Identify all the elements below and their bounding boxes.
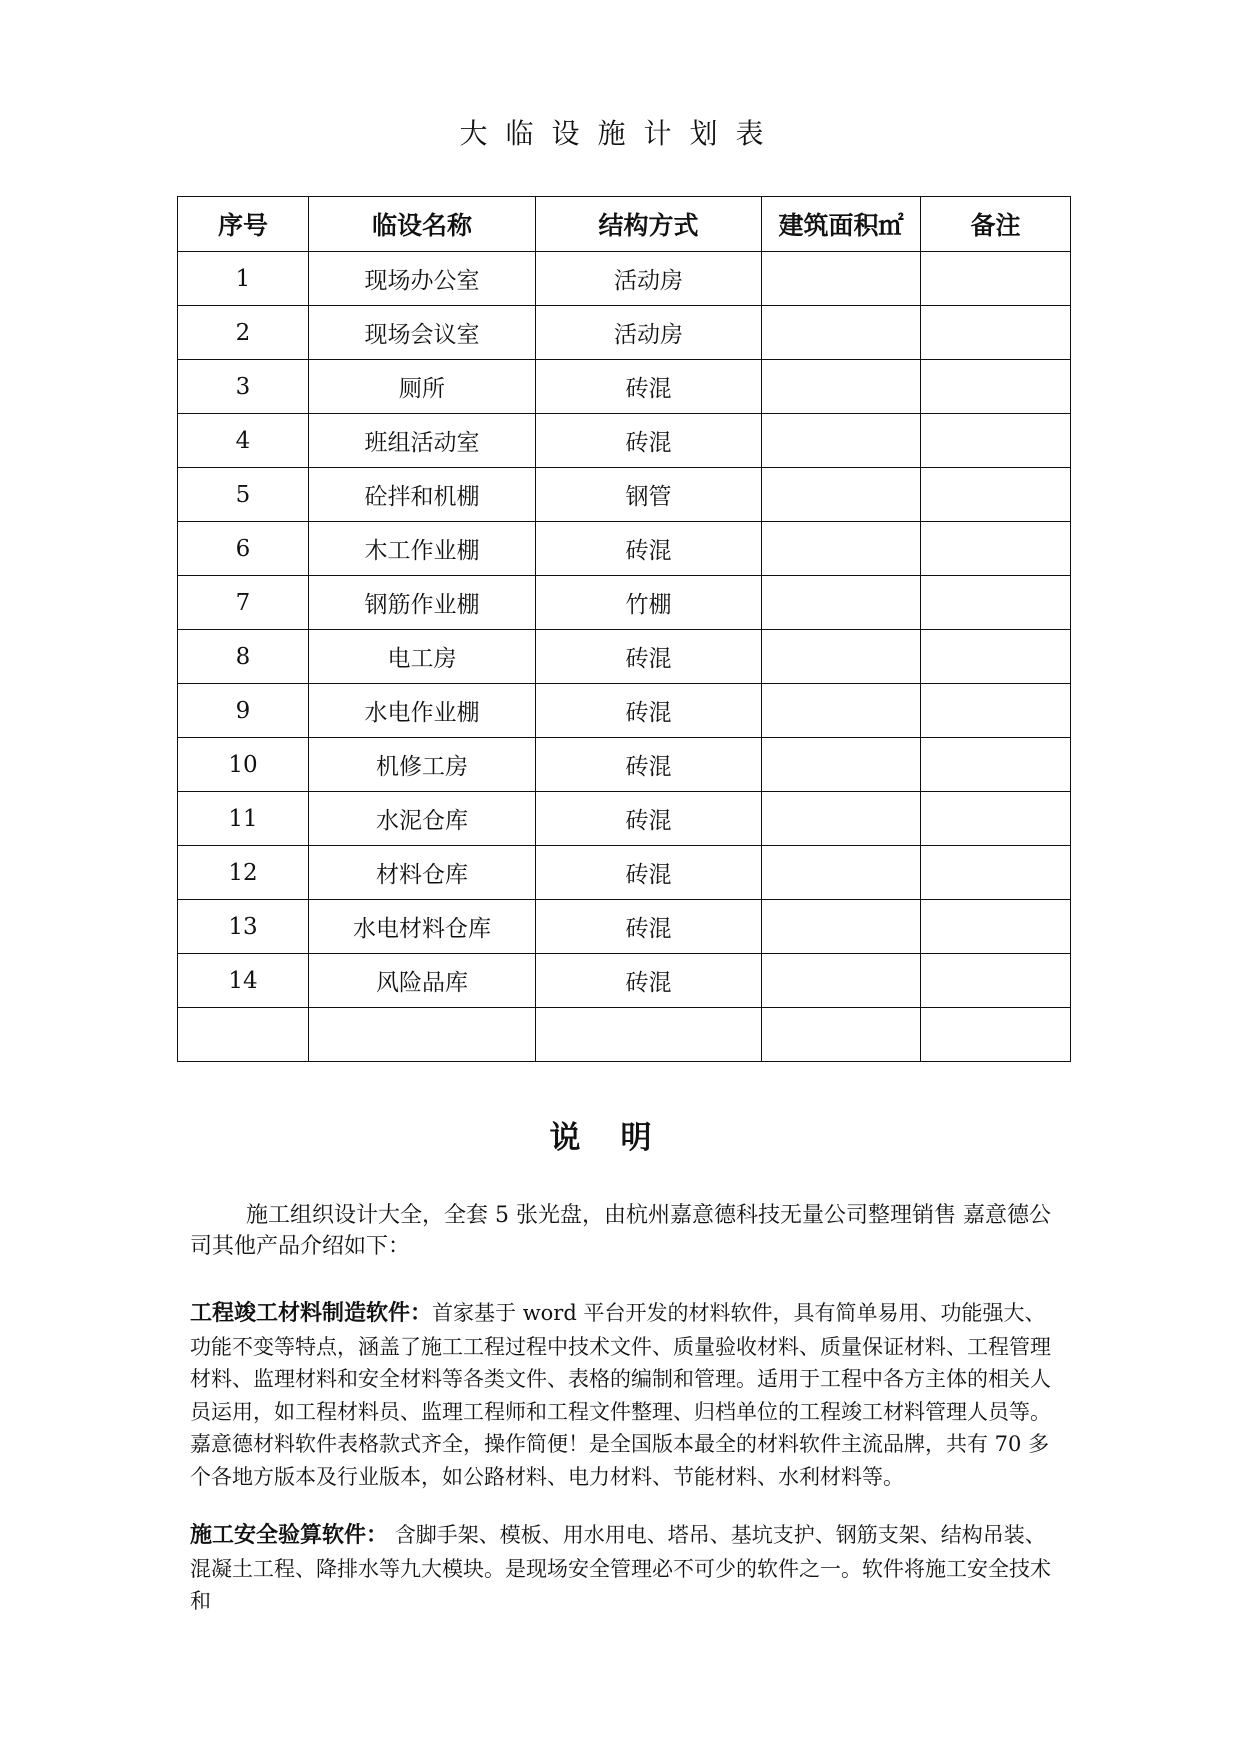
table-cell (762, 846, 921, 900)
table-cell: 现场办公室 (309, 252, 536, 306)
table-cell (921, 252, 1071, 306)
table-cell: 9 (178, 684, 309, 738)
table-cell (921, 468, 1071, 522)
table-header-cell: 备注 (921, 197, 1071, 252)
product-1-text: 首家基于 word 平台开发的材料软件，具有简单易用、功能强大、功能不变等特点，涵盖了施工工程过程中技术文件、质量验收材料、质量保证材料、工程管理材料、监理材料和安全材料等各类文件、表格的编制和管理。适用于工程中各方主体的相关人员运用，如工程材料员、监理工程师和工程文件整理、归档单位的工程竣工材料管理人员等。 嘉意德材料软件表格款式齐全，操作简便！是全国版本最全的材料软件主流品牌，共有 70 多个各地方版本及行业版本，如公路材料、电力材料、节能材料、水利材料等。 (190, 1301, 1051, 1489)
table-row (178, 360, 1071, 414)
table-header-cell: 结构方式 (536, 197, 762, 252)
table-cell (762, 468, 921, 522)
table-cell (921, 522, 1071, 576)
page-title: 大临设施计划表 (459, 117, 782, 150)
table-cell (762, 900, 921, 954)
table-cell: 木工作业棚 (309, 522, 536, 576)
table-cell: 砖混 (536, 522, 762, 576)
table-cell: 2 (178, 306, 309, 360)
table-row (178, 306, 1071, 360)
table-cell (762, 954, 921, 1008)
table-cell (921, 738, 1071, 792)
table-row (178, 576, 1071, 630)
table-cell (921, 1008, 1071, 1062)
table-cell (762, 630, 921, 684)
table-cell: 4 (178, 414, 309, 468)
table-cell: 11 (178, 792, 309, 846)
table-cell (921, 954, 1071, 1008)
table-header-row (178, 197, 1071, 252)
notes-intro: 施工组织设计大全，全套 5 张光盘，由杭州嘉意德科技无量公司整理销售 嘉意德公司其他产品介绍如下： (190, 1203, 1051, 1259)
table-cell (921, 900, 1071, 954)
table-cell: 材料仓库 (309, 846, 536, 900)
table-cell (762, 576, 921, 630)
table-cell: 活动房 (536, 306, 762, 360)
table-cell: 钢筋作业棚 (309, 576, 536, 630)
table-cell: 砖混 (536, 630, 762, 684)
table-cell: 10 (178, 738, 309, 792)
table-cell (921, 306, 1071, 360)
table-cell: 砖混 (536, 360, 762, 414)
table-header-cell: 建筑面积㎡ (762, 197, 921, 252)
table-row (178, 468, 1071, 522)
table-cell (762, 684, 921, 738)
table-cell: 砖混 (536, 684, 762, 738)
table-cell: 水泥仓库 (309, 792, 536, 846)
table-cell: 机修工房 (309, 738, 536, 792)
table-cell (921, 792, 1071, 846)
table-row (178, 684, 1071, 738)
table-row (178, 414, 1071, 468)
table-cell: 现场会议室 (309, 306, 536, 360)
product-paragraph-1 (190, 1297, 1060, 1493)
table-cell: 活动房 (536, 252, 762, 306)
table-cell (921, 684, 1071, 738)
table-cell: 水电作业棚 (309, 684, 536, 738)
table-cell (762, 360, 921, 414)
table-cell: 14 (178, 954, 309, 1008)
table-row (178, 954, 1071, 1008)
table-cell (762, 522, 921, 576)
table-cell: 13 (178, 900, 309, 954)
product-1-label: 工程竣工材料制造软件： (190, 1301, 433, 1326)
table-row (178, 738, 1071, 792)
table-cell (762, 738, 921, 792)
table-row (178, 522, 1071, 576)
product-2-label: 施工安全验算软件： (190, 1523, 389, 1548)
table-cell (536, 1008, 762, 1062)
table-cell: 电工房 (309, 630, 536, 684)
table-cell: 1 (178, 252, 309, 306)
table-cell: 砼拌和机棚 (309, 468, 536, 522)
table-cell (762, 252, 921, 306)
facilities-plan-table (177, 196, 1071, 1062)
table-cell (921, 630, 1071, 684)
table-cell (178, 1008, 309, 1062)
table-cell: 班组活动室 (309, 414, 536, 468)
table-cell (921, 360, 1071, 414)
table-cell (762, 414, 921, 468)
notes-heading: 说明 (549, 1120, 692, 1156)
table-cell (921, 576, 1071, 630)
table-row (178, 846, 1071, 900)
table-cell: 风险品库 (309, 954, 536, 1008)
table-cell (762, 306, 921, 360)
table-cell: 砖混 (536, 954, 762, 1008)
product-2-text: 含脚手架、模板、用水用电、塔吊、基坑支护、钢筋支架、结构吊装、混凝土工程、降排水等九大模块。是现场安全管理必不可少的软件之一。软件将施工安全技术和 (190, 1523, 1051, 1613)
table-cell: 厕所 (309, 360, 536, 414)
table-cell: 砖混 (536, 792, 762, 846)
table-cell: 3 (178, 360, 309, 414)
table-header-cell: 序号 (178, 197, 309, 252)
table-cell (921, 846, 1071, 900)
table-cell: 8 (178, 630, 309, 684)
table-cell: 砖混 (536, 738, 762, 792)
table-cell (921, 414, 1071, 468)
table-cell: 12 (178, 846, 309, 900)
table-cell: 7 (178, 576, 309, 630)
table-row (178, 1008, 1071, 1062)
table-row (178, 900, 1071, 954)
table-cell: 砖混 (536, 846, 762, 900)
table-cell: 钢管 (536, 468, 762, 522)
table-row (178, 630, 1071, 684)
table-cell: 砖混 (536, 900, 762, 954)
table-cell: 水电材料仓库 (309, 900, 536, 954)
product-paragraph-2 (190, 1519, 1060, 1618)
table-row (178, 792, 1071, 846)
table-cell: 竹棚 (536, 576, 762, 630)
table-cell (762, 792, 921, 846)
table-row (178, 252, 1071, 306)
table-cell: 砖混 (536, 414, 762, 468)
table-body (178, 252, 1071, 1062)
table-cell: 6 (178, 522, 309, 576)
table-cell (309, 1008, 536, 1062)
table-cell: 5 (178, 468, 309, 522)
table-header-cell: 临设名称 (309, 197, 536, 252)
table-cell (762, 1008, 921, 1062)
